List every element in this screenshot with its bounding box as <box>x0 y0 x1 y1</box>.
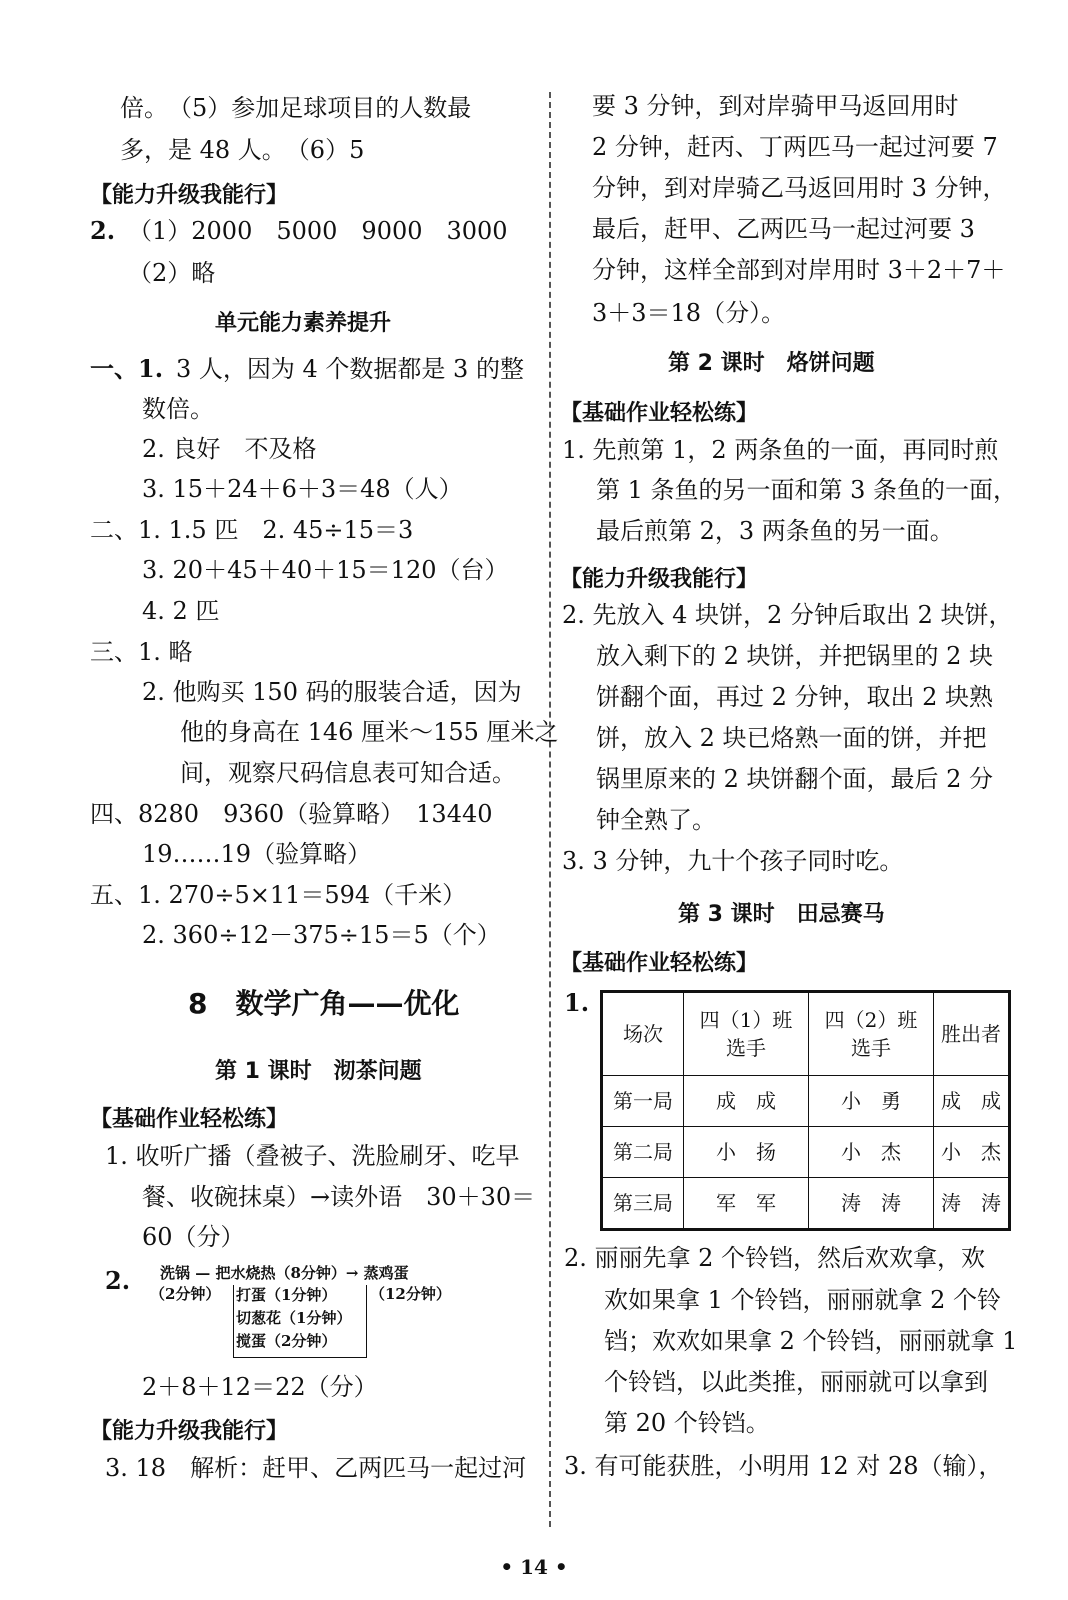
answer-line: 2. 良好 不及格 <box>142 435 317 463</box>
answer-line: 3. 3 分钟，九十个孩子同时吃。 <box>562 847 904 875</box>
answer-line: 60（分） <box>142 1223 245 1251</box>
table-header-row <box>602 992 1010 1076</box>
table-cell: 小 勇 <box>809 1076 934 1127</box>
table-cell: 成 成 <box>934 1076 1010 1127</box>
page-number: • 14 • <box>500 1555 568 1579</box>
answer-line: 间，观察尺码信息表可知合适。 <box>180 759 516 787</box>
table-cell: 小 杰 <box>809 1127 934 1178</box>
answer-line: 第 20 个铃铛。 <box>604 1409 770 1437</box>
table-row <box>602 1178 1010 1230</box>
question-number: 1. <box>564 988 590 1017</box>
answer-line: 3 人，因为 4 个数据都是 3 的整 <box>176 355 524 383</box>
answer-line: 二、1. 1.5 匹 2. 45÷15＝3 <box>90 516 414 544</box>
unit-section-title: 单元能力素养提升 <box>215 311 392 336</box>
table-row <box>602 1076 1010 1127</box>
question-number: 2. <box>105 1266 131 1295</box>
answer-line: 2. 丽丽先拿 2 个铃铛，然后欢欢拿，欢 <box>564 1244 986 1272</box>
answer-line: 2＋8＋12＝22（分） <box>142 1373 378 1401</box>
horse-race-table <box>600 990 1011 1231</box>
answer-line: 数倍。 <box>142 395 214 423</box>
answer-line: 他的身高在 146 厘米～155 厘米之 <box>180 718 559 746</box>
answer-line: 3. 20＋45＋40＋15＝120（台） <box>142 556 509 584</box>
answer-line: 欢如果拿 1 个铃铛，丽丽就拿 2 个铃 <box>604 1286 1002 1314</box>
answer-line: 三、1. 略 <box>90 638 193 666</box>
lesson-title: 第 2 课时 烙饼问题 <box>668 351 875 376</box>
table-cell: 小 扬 <box>684 1127 809 1178</box>
answer-line: 钟全熟了。 <box>596 806 716 834</box>
table-cell: 第一局 <box>602 1076 684 1127</box>
answer-line: 锅里原来的 2 块饼翻个面，最后 2 分 <box>596 765 994 793</box>
flow-diagram-top: 洗锅 — 把水烧热（8分钟）→ 蒸鸡蛋 <box>160 1264 409 1282</box>
table-header-cell: 胜出者 <box>934 992 1010 1076</box>
table-cell: 第三局 <box>602 1178 684 1230</box>
answer-line: 餐、收碗抹桌）→读外语 30＋30＝ <box>142 1183 536 1211</box>
answer-line: 最后煎第 2，3 两条鱼的另一面。 <box>596 517 954 545</box>
section-heading-basic: 【基础作业轻松练】 <box>90 1107 289 1132</box>
answer-line: 19……19（验算略） <box>142 840 372 868</box>
left-line-2: 多，是 48 人。 （6）5 <box>120 136 365 164</box>
question-label: 一、1. <box>90 354 164 383</box>
table-cell: 成 成 <box>684 1076 809 1127</box>
table-cell: 涛 涛 <box>809 1178 934 1230</box>
answer-line: 最后，赶甲、乙两匹马一起过河要 3 <box>592 215 975 243</box>
answer-line: 放入剩下的 2 块饼，并把锅里的 2 块 <box>596 642 994 670</box>
answer-line: 3＋3＝18（分）。 <box>592 299 786 327</box>
table-row <box>602 1127 1010 1178</box>
table-cell: 涛 涛 <box>934 1178 1010 1230</box>
table-header-cell: 四（1）班选手 <box>684 992 809 1076</box>
section-heading-ability: 【能力升级我能行】 <box>90 1419 289 1444</box>
flow-diagram-step: 打蛋（1分钟） <box>236 1286 337 1304</box>
table-header-cell: 场次 <box>602 992 684 1076</box>
flow-diagram-time: （2分钟） <box>150 1285 221 1303</box>
answer-line: 四、8280 9360（验算略） 13440 <box>90 800 493 828</box>
answer-line: 2. 360÷12－375÷15＝5（个） <box>142 921 501 949</box>
answer-line: 2. 他购买 150 码的服装合适，因为 <box>142 678 522 706</box>
table-header-cell: 四（2）班选手 <box>809 992 934 1076</box>
answer-line: 3. 18 解析：赶甲、乙两匹马一起过河 <box>105 1454 527 1482</box>
lesson-title: 第 3 课时 田忌赛马 <box>678 902 885 927</box>
section-heading-basic: 【基础作业轻松练】 <box>560 951 759 976</box>
section-heading-ability: 【能力升级我能行】 <box>560 567 759 592</box>
answer-line: 铛；欢欢如果拿 2 个铃铛，丽丽就拿 1 <box>604 1327 1018 1355</box>
answer-line: 4. 2 匹 <box>142 597 220 625</box>
answer-line: 饼翻个面，再过 2 分钟，取出 2 块熟 <box>596 683 994 711</box>
section-heading-ability: 【能力升级我能行】 <box>90 183 289 208</box>
answer-line: 3. 15＋24＋6＋3＝48（人） <box>142 475 463 503</box>
answer-line: 要 3 分钟，到对岸骑甲马返回用时 <box>592 92 959 120</box>
answer-line: 1. 收听广播（叠被子、洗脸刷牙、吃早 <box>105 1142 520 1170</box>
answer-line: 分钟，这样全部到对岸用时 3＋2＋7＋ <box>592 256 1006 284</box>
answer-line: （2）略 <box>128 259 216 287</box>
lesson-title: 第 1 课时 沏茶问题 <box>215 1059 422 1084</box>
answer-line: 个铃铛，以此类推，丽丽就可以拿到 <box>604 1368 988 1396</box>
answer-line: 1. 先煎第 1，2 两条鱼的一面，再同时煎 <box>562 436 999 464</box>
table-cell: 小 杰 <box>934 1127 1010 1178</box>
flow-diagram-step: 切葱花（1分钟） <box>236 1309 352 1327</box>
section-heading-basic: 【基础作业轻松练】 <box>560 401 759 426</box>
answer-line: 2 分钟，赶丙、丁两匹马一起过河要 7 <box>592 133 998 161</box>
answer-line: 五、1. 270÷5×11＝594（千米） <box>90 881 467 909</box>
table-cell: 军 军 <box>684 1178 809 1230</box>
table-cell: 第二局 <box>602 1127 684 1178</box>
answer-line: 第 1 条鱼的另一面和第 3 条鱼的一面， <box>596 476 1018 504</box>
chapter-title: 8 数学广角——优化 <box>188 987 460 1020</box>
answer-line: 2. 先放入 4 块饼，2 分钟后取出 2 块饼， <box>562 601 1013 629</box>
left-line-1: 倍。 （5）参加足球项目的人数最 <box>120 94 472 122</box>
question-number: 2. <box>90 216 116 245</box>
answer-line: （1）2000 5000 9000 3000 <box>128 217 508 245</box>
answer-line: 饼，放入 2 块已烙熟一面的饼，并把 <box>596 724 987 752</box>
column-divider <box>549 92 551 1527</box>
answer-line: 3. 有可能获胜，小明用 12 对 28（输）， <box>564 1452 1003 1480</box>
flow-diagram-time: （12分钟） <box>370 1285 451 1303</box>
flow-diagram-step: 搅蛋（2分钟） <box>236 1332 337 1350</box>
answer-line: 分钟，到对岸骑乙马返回用时 3 分钟， <box>592 174 1007 202</box>
